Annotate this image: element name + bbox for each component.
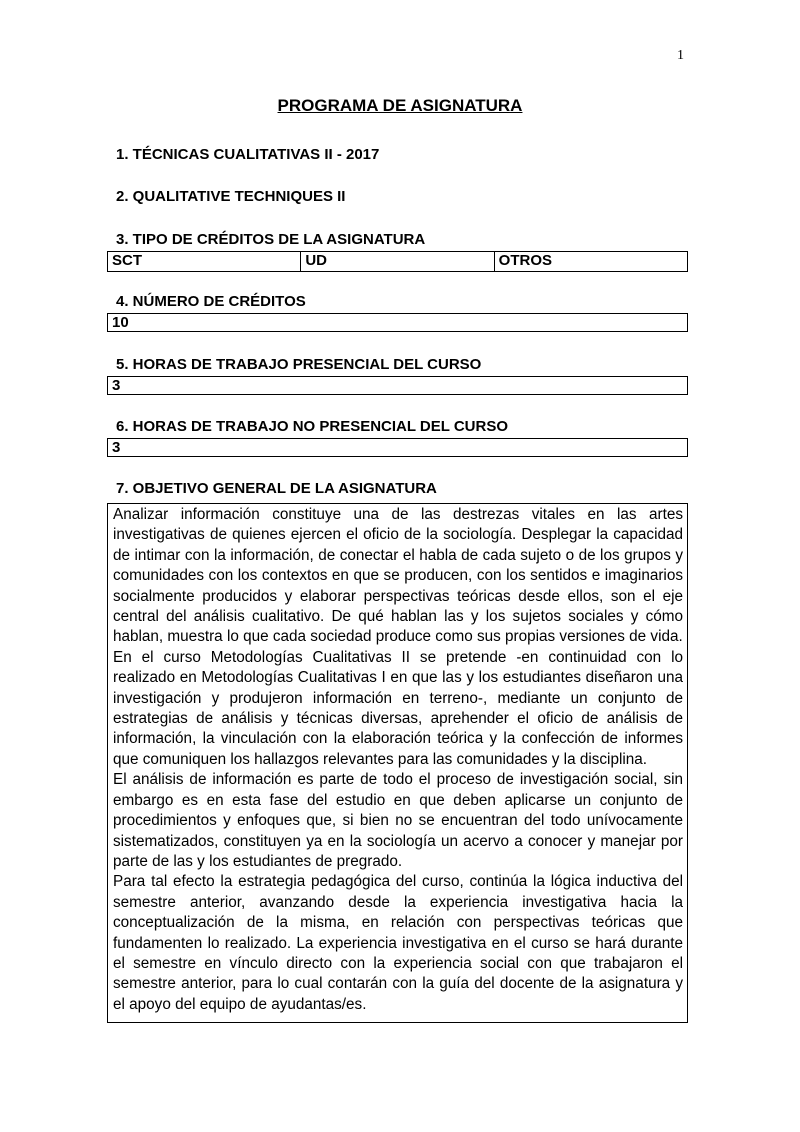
objective-paragraph: Analizar información constituye una de las destrezas vitales en las artes investigativas de quienes ejercen el oficio de la sociología. Desplegar la capacidad de intimar con la información, de conectar el habla de cada sujeto o de los grupos y comunidades con los contextos en que se producen, con los sentidos e imaginarios socialmente producidos y elaborar perspectivas teóricas desde ellos, son el eje central del análisis cualitativo. De qué hablan las y los sujetos sociales y cómo hablan, muestra lo que cada sociedad produce como sus propias versiones de vida.	[113, 506, 683, 646]
section-2-heading: 2. QUALITATIVE TECHNIQUES II	[116, 188, 346, 205]
section-3-heading: 3. TIPO DE CRÉDITOS DE LA ASIGNATURA	[116, 231, 426, 248]
credit-type-table	[107, 251, 688, 272]
credit-type-otros: OTROS	[498, 252, 552, 269]
objective-paragraph: El análisis de información es parte de todo el proceso de investigación social, sin embargo es en esta fase del estudio en que deben aplicarse un conjunto de procedimientos y enfoques que, si bien no se encuentran del todo unívocamente sistematizados, constituyen ya en la sociología un acervo a conocer y manejar por parte de las y los estudiantes de pregrado.	[113, 771, 683, 870]
presential-hours-value: 3	[107, 376, 688, 395]
page-number: 1	[677, 48, 684, 63]
non-presential-hours-value: 3	[107, 438, 688, 457]
general-objective-box	[107, 503, 688, 1023]
credit-type-ud: UD	[301, 252, 494, 271]
section-4-heading: 4. NÚMERO DE CRÉDITOS	[116, 293, 306, 310]
credit-type-sct: SCT	[108, 252, 301, 271]
section-6-heading: 6. HORAS DE TRABAJO NO PRESENCIAL DEL CURSO	[116, 418, 508, 435]
objective-paragraph: En el curso Metodologías Cualitativas II se pretende -en continuidad con lo realizado en Metodologías Cualitativas I en que las y los estudiantes diseñaron una investigación y produjeron información en terreno-, mediante un conjunto de estrategias de análisis y técnicas diversas, aprehender el oficio de análisis de información, la vinculación con la elaboración teórica y la confección de informes que comuniquen los hallazgos relevantes para las comunidades y la disciplina.	[113, 648, 683, 768]
section-5-heading: 5. HORAS DE TRABAJO PRESENCIAL DEL CURSO	[116, 356, 482, 373]
page-title: PROGRAMA DE ASIGNATURA	[277, 96, 523, 115]
credits-value: 10	[107, 313, 688, 332]
section-7-heading: 7. OBJETIVO GENERAL DE LA ASIGNATURA	[116, 480, 437, 497]
objective-paragraph: Para tal efecto la estrategia pedagógica del curso, continúa la lógica inductiva del semestre anterior, avanzando desde la experiencia investigativa hacia la conceptualización de la misma, en relación con perspectivas teóricas que fundamenten lo realizado. La experiencia investigativa en el curso se hará durante el semestre en vínculo directo con la experiencia social con que trabajaron el semestre anterior, para lo cual contarán con la guía del docente de la asignatura y el apoyo del equipo de ayudantas/es.	[113, 873, 683, 1013]
section-1-heading: 1. TÉCNICAS CUALITATIVAS II - 2017	[116, 146, 380, 163]
